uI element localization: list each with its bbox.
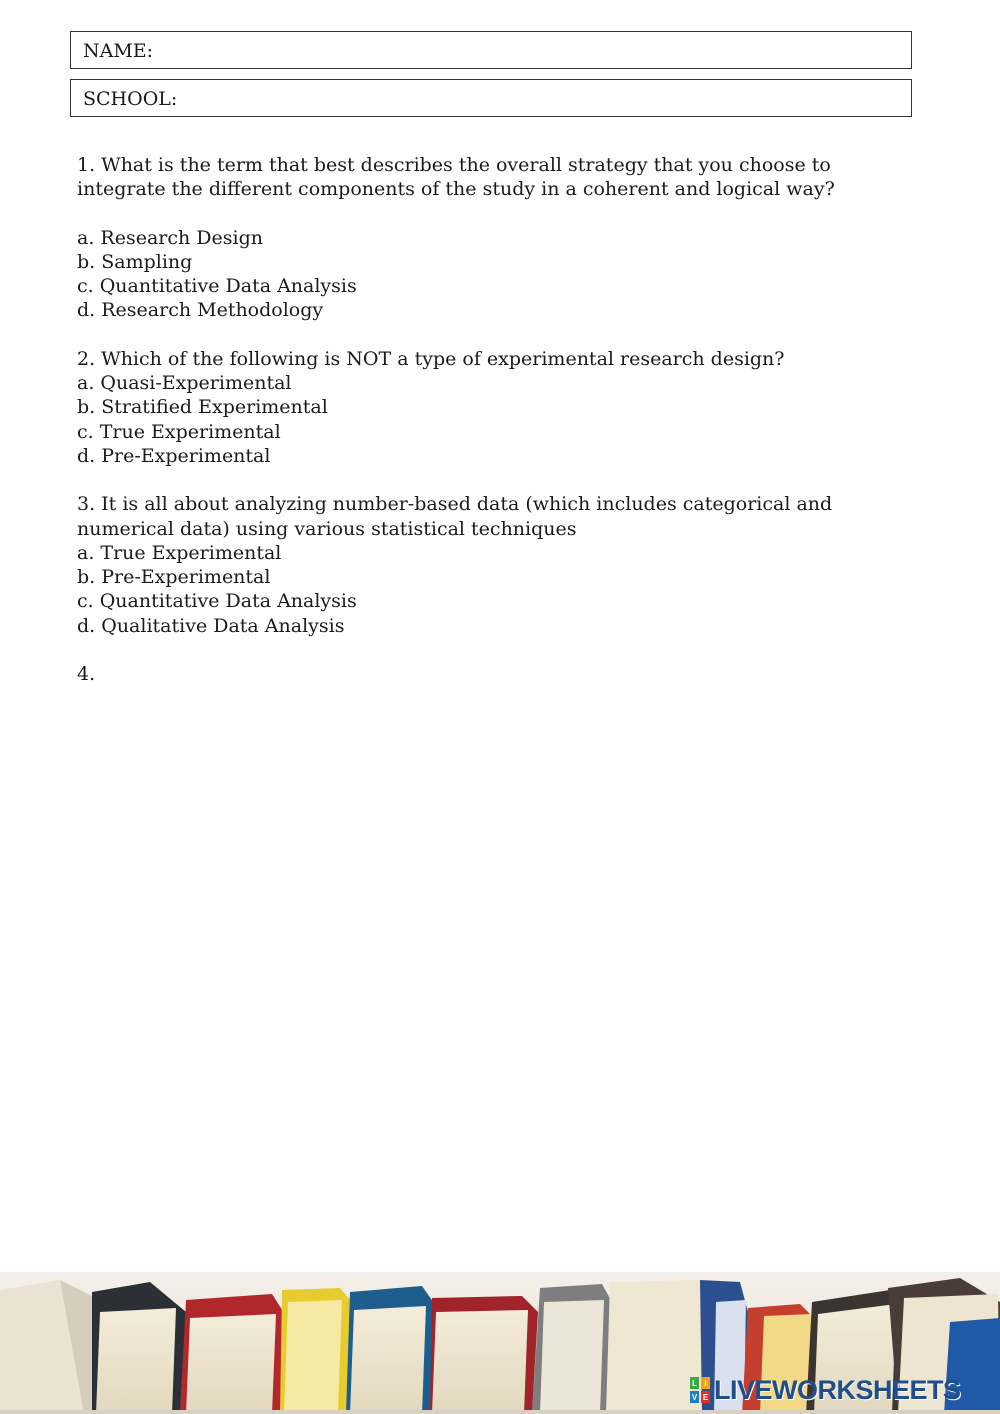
- question-text: 4.: [77, 663, 96, 686]
- question-1: [77, 153, 912, 323]
- option-a[interactable]: a. Research Design: [77, 226, 263, 249]
- question-text: 3. It is all about analyzing number-based data (which includes categorical and numerical data) using various statistical techniques: [77, 493, 833, 540]
- liveworksheets-logo: [690, 1374, 961, 1406]
- quiz-body: [77, 153, 912, 710]
- question-3: [77, 492, 912, 638]
- mark-letter-i: I: [704, 1379, 707, 1388]
- option-a[interactable]: a. True Experimental: [77, 541, 282, 564]
- option-c[interactable]: c. Quantitative Data Analysis: [77, 275, 357, 298]
- question-2: [77, 347, 912, 468]
- option-list: [77, 226, 912, 323]
- option-list: [77, 371, 912, 468]
- option-c[interactable]: c. True Experimental: [77, 420, 281, 443]
- option-c[interactable]: c. Quantitative Data Analysis: [77, 590, 357, 613]
- name-field[interactable]: [70, 31, 912, 69]
- option-d[interactable]: d. Qualitative Data Analysis: [77, 614, 345, 637]
- mark-letter-e: E: [702, 1393, 709, 1402]
- mark-letter-v: V: [691, 1393, 698, 1402]
- option-b[interactable]: b. Pre-Experimental: [77, 566, 271, 589]
- option-list: [77, 541, 912, 638]
- option-d[interactable]: d. Research Methodology: [77, 299, 324, 322]
- option-a[interactable]: a. Quasi-Experimental: [77, 372, 292, 395]
- option-d[interactable]: d. Pre-Experimental: [77, 444, 271, 467]
- option-b[interactable]: b. Sampling: [77, 250, 193, 273]
- school-label: SCHOOL:: [83, 88, 178, 110]
- mark-letter-l: L: [692, 1379, 697, 1388]
- question-text: 2. Which of the following is NOT a type of experimental research design?: [77, 347, 785, 370]
- name-label: NAME:: [83, 40, 154, 62]
- option-b[interactable]: b. Stratified Experimental: [77, 396, 328, 419]
- liveworksheets-wordmark: LIVEWORKSHEETS: [714, 1374, 961, 1405]
- school-field[interactable]: [70, 79, 912, 117]
- liveworksheets-mark-icon: [690, 1377, 710, 1403]
- question-4: [77, 662, 912, 686]
- question-text: 1. What is the term that best describes the overall strategy that you choose to integrate the different components of the study in a coherent and logical way?: [77, 154, 835, 201]
